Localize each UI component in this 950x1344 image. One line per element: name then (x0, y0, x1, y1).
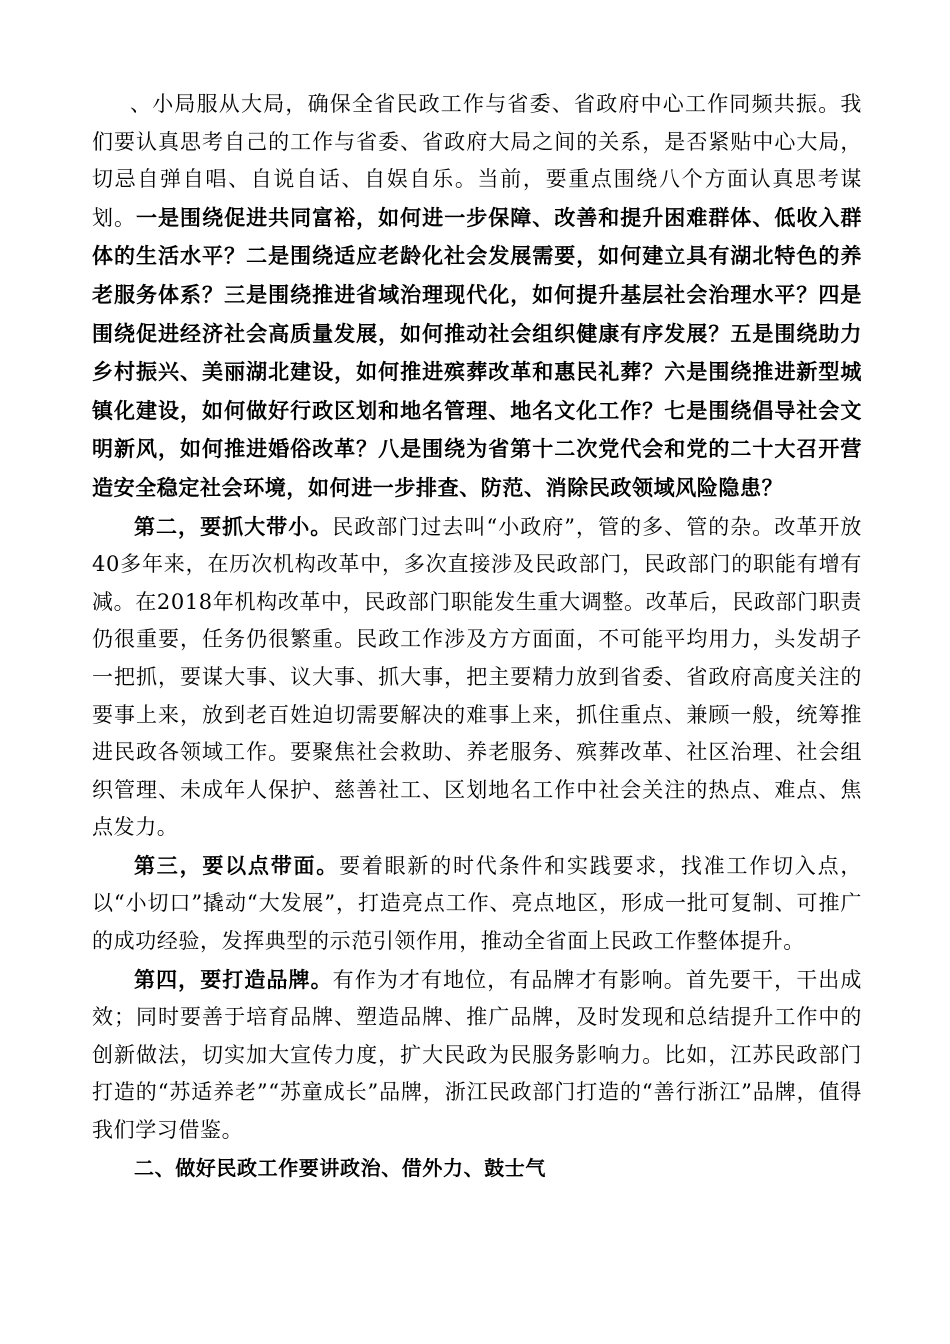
paragraph-third-point (92, 847, 862, 961)
eight-aspects-text: 一是围绕促进共同富裕，如何进一步保障、改善和提升困难群体、低收入群体的生活水平？二是围绕适应老龄化社会发展需要，如何建立具有湖北特色的养老服务体系？三是围绕推进省域治理现代化，如何提升基层社会治理水平？四是围绕促进经济社会高质量发展，如何推动社会组织健康有序发展？五是围绕助力乡村振兴、美丽湖北建设，如何推进殡葬改革和惠民礼葬？六是围绕推进新型城镇化建设，如何做好行政区划和地名管理、地名文化工作？七是围绕倡导社会文明新风，如何推进婚俗改革？八是围绕为省第十二次党代会和党的二十大召开营造安全稳定社会环境，如何进一步排查、防范、消除民政领域风险隐患？ (92, 204, 863, 500)
paragraph-text: 要着眼新的时代条件和实践要求，找准工作切入点，以“小切口”撬动“大发展”，打造亮点工作、亮点地区，形成一批可复制、可推广的成功经验，发挥典型的示范引领作用，推动全省面上民政工作整体提升。 (92, 853, 862, 954)
paragraph-second-point (92, 508, 862, 847)
section-heading: 二、做好民政工作要讲政治、借外力、鼓士气 (134, 1155, 546, 1180)
paragraph-lead: 第二，要抓大带小。 (134, 513, 333, 539)
paragraph-fourth-point (92, 961, 862, 1150)
paragraph-text: 有作为才有地位，有品牌才有影响。首先要干，干出成效；同时要善于培育品牌、塑造品牌、推广品牌，及时发现和总结提升工作中的创新做法，切实加大宣传力度，扩大民政为民服务影响力。比如，江苏民政部门打造的“苏适养老”“苏童成长”品牌，浙江民政部门打造的“善行浙江”品牌，值得我们学习借鉴。 (92, 967, 862, 1143)
paragraph-overall-situation (92, 86, 862, 508)
paragraph-text: 、小局服从大局，确保全省民政工作与省委、省政府中心工作同频共振。我们要认真思考自己的工作与省委、省政府大局之间的关系，是否紧贴中心大局，切忌自弹自唱、自说自话、自娱自乐。当前，要重点围绕八个方面认真思考谋划。 (92, 92, 862, 230)
paragraph-lead: 第三，要以点带面。 (134, 852, 340, 878)
document-page (92, 86, 862, 1187)
paragraph-text: 民政部门过去叫“小政府”，管的多、管的杂。改革开放40多年来，在历次机构改革中，多次直接涉及民政部门，民政部门的职能有增有减。在2018年机构改革中，民政部门职能发生重大调整。改革后，民政部门职责仍很重要，任务仍很繁重。民政工作涉及方方面面，不可能平均用力，头发胡子一把抓，要谋大事、议大事、抓大事，把主要精力放到省委、省政府高度关注的要事上来，放到老百姓迫切需要解决的难事上来，抓住重点、兼顾一般，统筹推进民政各领域工作。要聚焦社会救助、养老服务、殡葬改革、社区治理、社会组织管理、未成年人保护、慈善社工、区划地名工作中社会关注的热点、难点、焦点发力。 (92, 514, 862, 840)
paragraph-lead: 第四，要打造品牌。 (134, 966, 333, 992)
